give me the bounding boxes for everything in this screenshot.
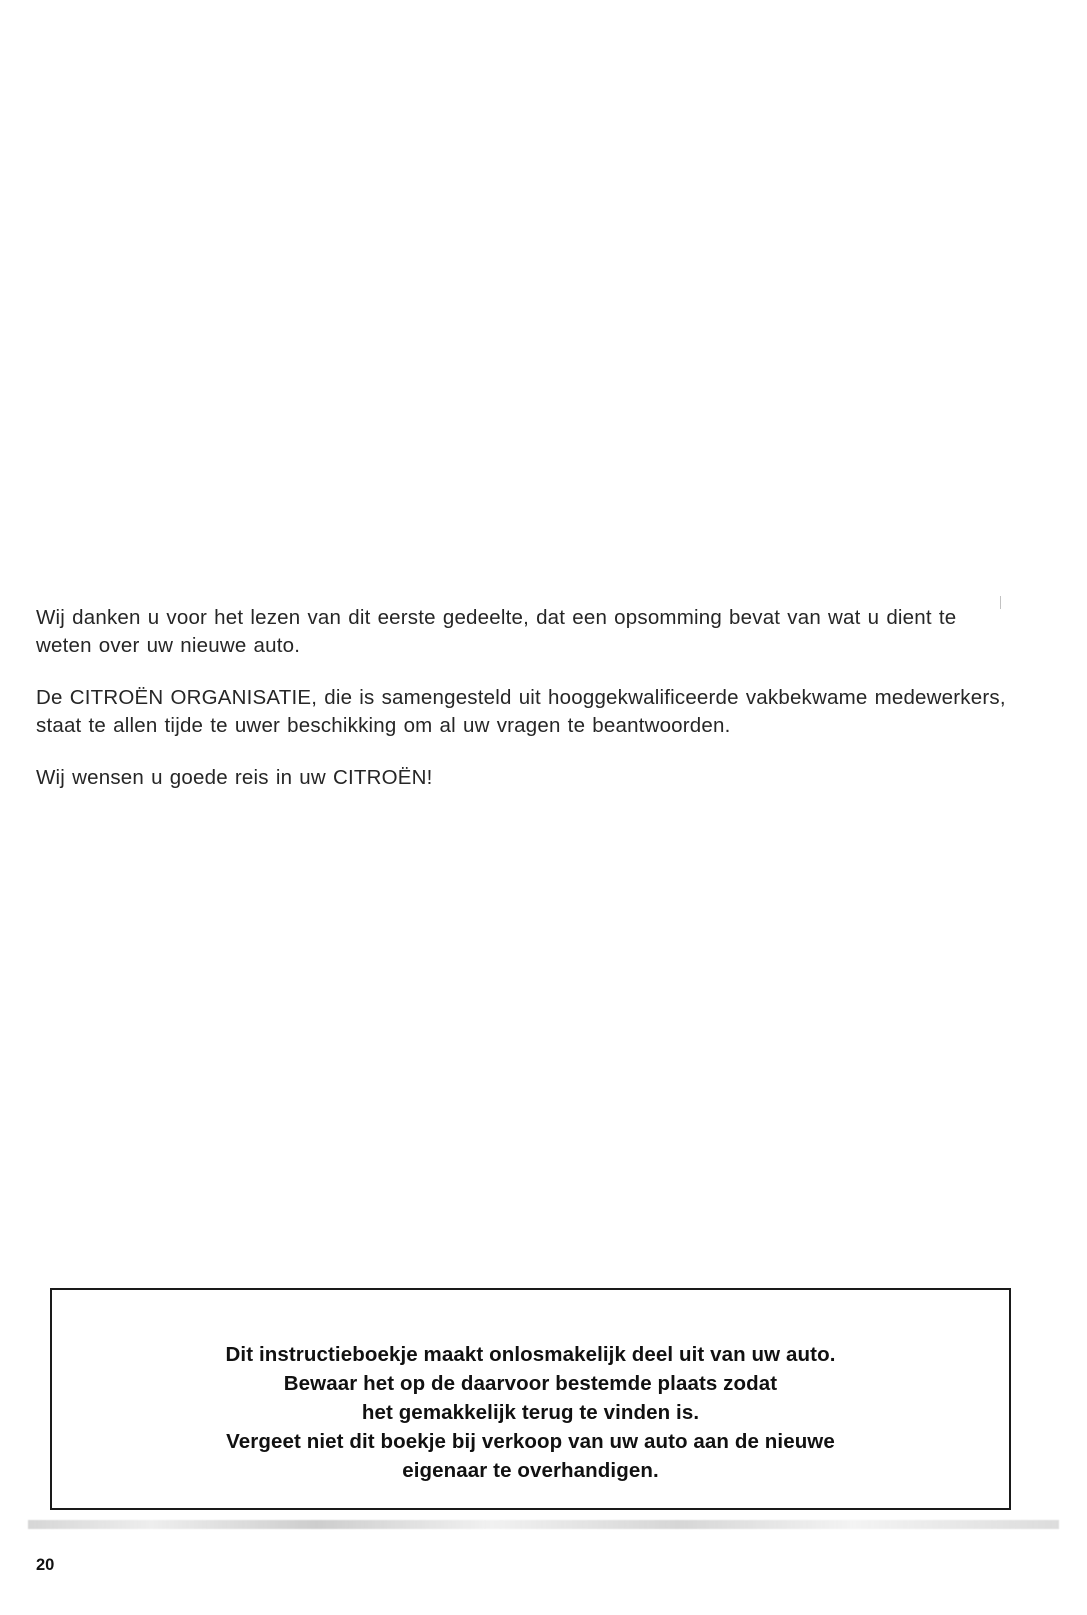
notice-line-2: Bewaar het op de daarvoor bestemde plaats zodat — [283, 1372, 778, 1395]
paragraph-organisation: De CITROËN ORGANISATIE, die is samengesteld uit hooggekwalificeerde vakbekwame medewerkers, staat te allen tijde te uwer beschikking om al uw vragen te beantwoorden. — [36, 686, 1006, 737]
notice-line-1: Dit instructieboekje maakt onlosmakelijk deel uit van uw auto. — [225, 1343, 836, 1366]
scan-edge-bottom — [28, 1520, 1059, 1529]
notice-line-3: het gemakkelijk terug te vinden is. — [361, 1401, 700, 1424]
paragraph-thanks: Wij danken u voor het lezen van dit eerste gedeelte, dat een opsomming bevat van wat u dient te weten over uw nieuwe auto. — [36, 606, 957, 657]
notice-box — [50, 1288, 1011, 1510]
page-number: 20 — [36, 1556, 55, 1574]
scan-edge-top — [0, 0, 1087, 6]
body-text-block — [36, 604, 1016, 792]
paragraph-closing: Wij wensen u goede reis in uw CITROËN! — [36, 766, 433, 789]
notice-line-4: Vergeet niet dit boekje bij verkoop van uw auto aan de nieuwe — [226, 1430, 835, 1453]
notice-line-5: eigenaar te overhandigen. — [402, 1459, 659, 1482]
notice-box-content — [52, 1340, 1009, 1485]
